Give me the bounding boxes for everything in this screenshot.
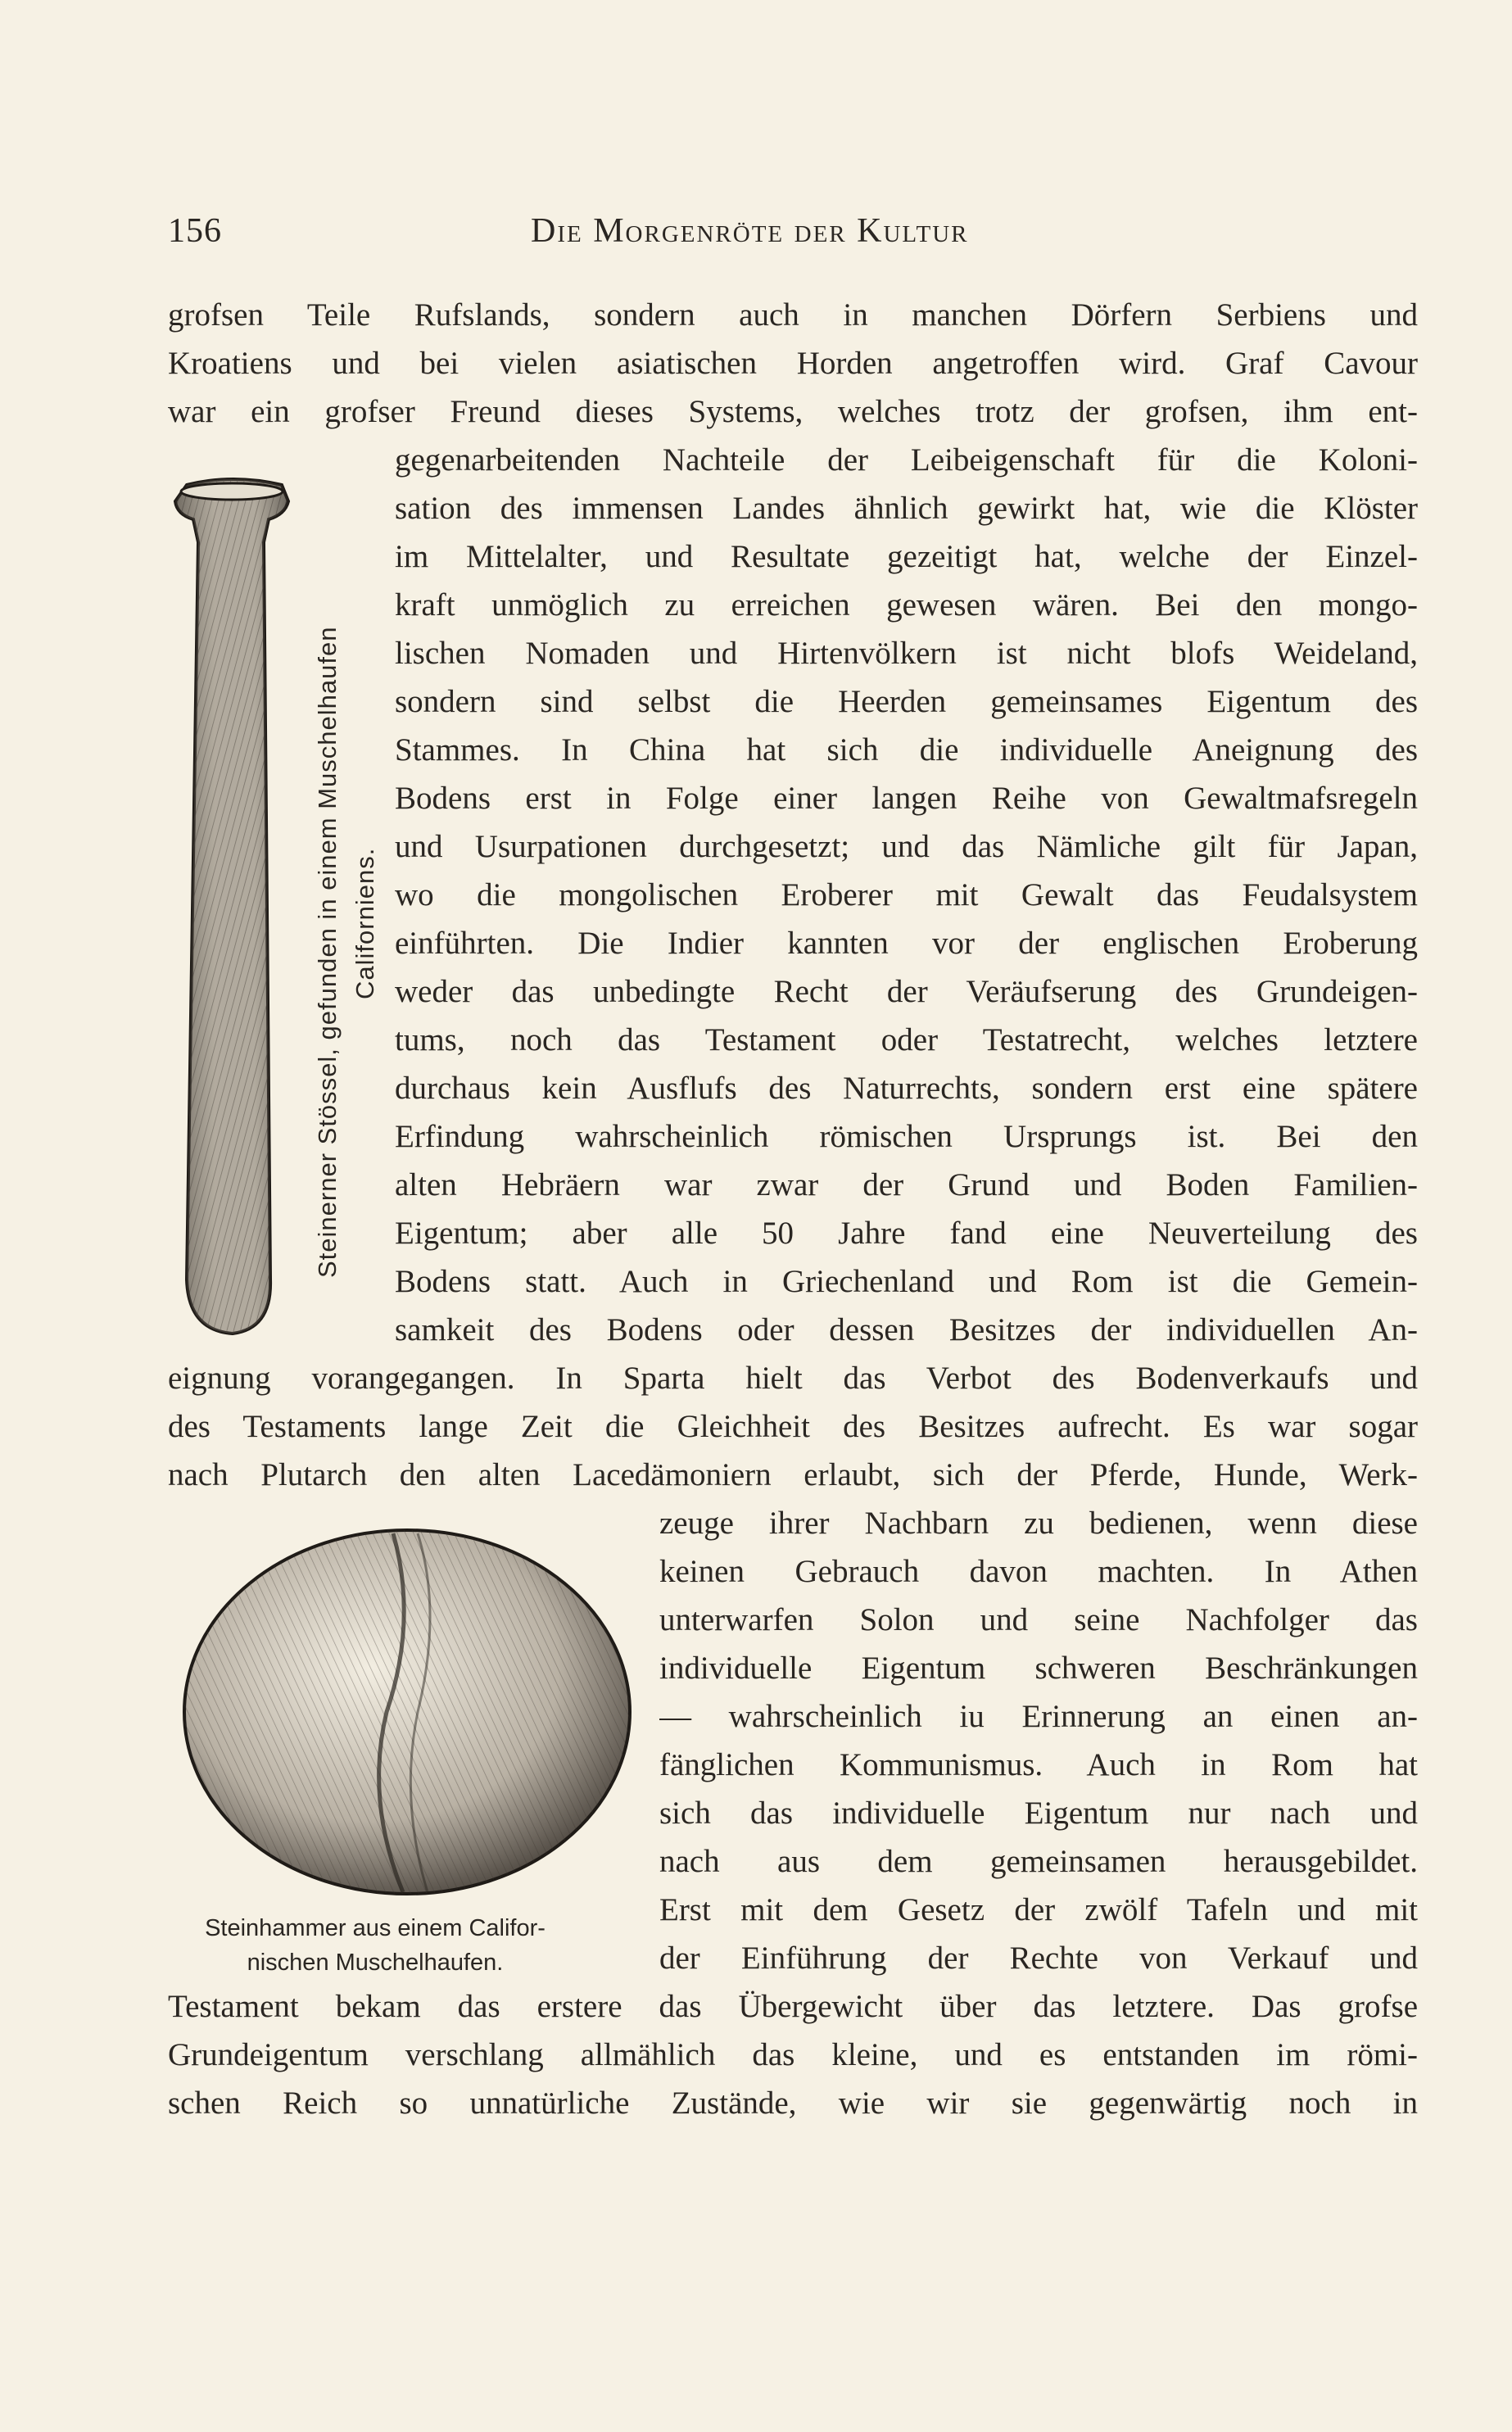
text-line: unterwarfen Solon und seine Nachfolger das [659,1602,1418,1637]
text-line: Bodens erst in Folge einer langen Reihe von Gewaltmafsregeln [395,781,1418,816]
text-line: zeuge ihrer Nachbarn zu bedienen, wenn diese [659,1506,1418,1541]
text-line: Testament bekam das erstere das Übergewicht über das letztere. Das grofse [168,1989,1418,2024]
text-line: Eigentum; aber alle 50 Jahre fand eine Neuverteilung des [395,1216,1418,1251]
text-line: Erfindung wahrscheinlich römischen Ursprungs ist. Bei den [395,1119,1418,1154]
text-line: — wahrscheinlich iu Erinnerung an einen an- [659,1699,1418,1734]
text-line: kraft unmöglich zu erreichen gewesen wären. Bei den mongo- [395,587,1418,623]
text-line: Bodens statt. Auch in Griechenland und Rom ist die Gemein- [395,1264,1418,1299]
text-line: nach Plutarch den alten Lacedämoniern erlaubt, sich der Pferde, Hunde, Werk- [168,1457,1418,1492]
pestle-illustration [170,477,295,1337]
hammer-caption-line1: Steinhammer aus einem Califor- [205,1915,545,1941]
text-line: sation des immensen Landes ähnlich gewirkt hat, wie die Klöster [395,491,1418,526]
text-line: lischen Nomaden und Hirtenvölkern ist nicht blofs Weideland, [395,636,1418,671]
text-line: schen Reich so unnatürliche Zustände, wie wir sie gegenwärtig noch in [168,2086,1418,2121]
text-line: eignung vorangegangen. In Sparta hielt das Verbot des Bodenverkaufs und [168,1361,1418,1396]
pestle-caption-line2: Californiens. [351,847,379,999]
text-line: Kroatiens und bei vielen asiatischen Horden angetroffen wird. Graf Cavour [168,346,1418,381]
text-line: wo die mongolischen Eroberer mit Gewalt das Feudalsystem [395,877,1418,913]
hammer-caption [170,1911,580,1980]
text-line: und Usurpationen durchgesetzt; und das Nämliche gilt für Japan, [395,829,1418,864]
running-header [168,211,1421,257]
text-line: Stammes. In China hat sich die individuelle Aneignung des [395,732,1418,768]
hammer-stone-illustration [172,1522,642,1907]
page-number: 156 [168,212,222,250]
text-line: einführten. Die Indier kannten vor der englischen Eroberung [395,926,1418,961]
text-line: tums, noch das Testament oder Testatrecht, welches letztere [395,1022,1418,1057]
text-line: individuelle Eigentum schweren Beschränkungen [659,1651,1418,1686]
text-line: alten Hebräern war zwar der Grund und Boden Familien- [395,1167,1418,1202]
text-line: grofsen Teile Rufslands, sondern auch in manchen Dörfern Serbiens und [168,297,1418,333]
text-line: Erst mit dem Gesetz der zwölf Tafeln und mit [659,1892,1418,1927]
text-line: des Testaments lange Zeit die Gleichheit des Besitzes aufrecht. Es war sogar [168,1409,1418,1444]
text-line: sondern sind selbst die Heerden gemeinsames Eigentum des [395,684,1418,719]
text-line: war ein grofser Freund dieses Systems, welches trotz der grofsen, ihm ent- [168,394,1418,429]
text-line: der Einführung der Rechte von Verkauf und [659,1941,1418,1976]
hammer-caption-line2: nischen Muschelhaufen. [247,1950,504,1976]
text-line: nach aus dem gemeinsamen herausgebildet. [659,1844,1418,1879]
text-line: durchaus kein Ausflufs des Naturrechts, sondern erst eine spätere [395,1071,1418,1106]
text-line: fänglichen Kommunismus. Auch in Rom hat [659,1747,1418,1782]
text-line: Grundeigentum verschlang allmählich das kleine, und es entstanden im römi- [168,2037,1418,2072]
text-line: im Mittelalter, und Resultate gezeitigt hat, welche der Einzel- [395,539,1418,574]
text-line: keinen Gebrauch davon machten. In Athen [659,1554,1418,1589]
text-line: weder das unbedingte Recht der Veräufserung des Grundeigen- [395,974,1418,1009]
text-line: sich das individuelle Eigentum nur nach und [659,1796,1418,1831]
pestle-caption-line1: Steinerner Stössel, gefunden in einem Muschelhaufen [313,626,342,1278]
text-line: samkeit des Bodens oder dessen Besitzes der individuellen An- [395,1312,1418,1347]
text-line: gegenarbeitenden Nachteile der Leibeigenschaft für die Koloni- [395,442,1418,478]
running-title: Die Morgenröte der Kultur [531,212,969,250]
